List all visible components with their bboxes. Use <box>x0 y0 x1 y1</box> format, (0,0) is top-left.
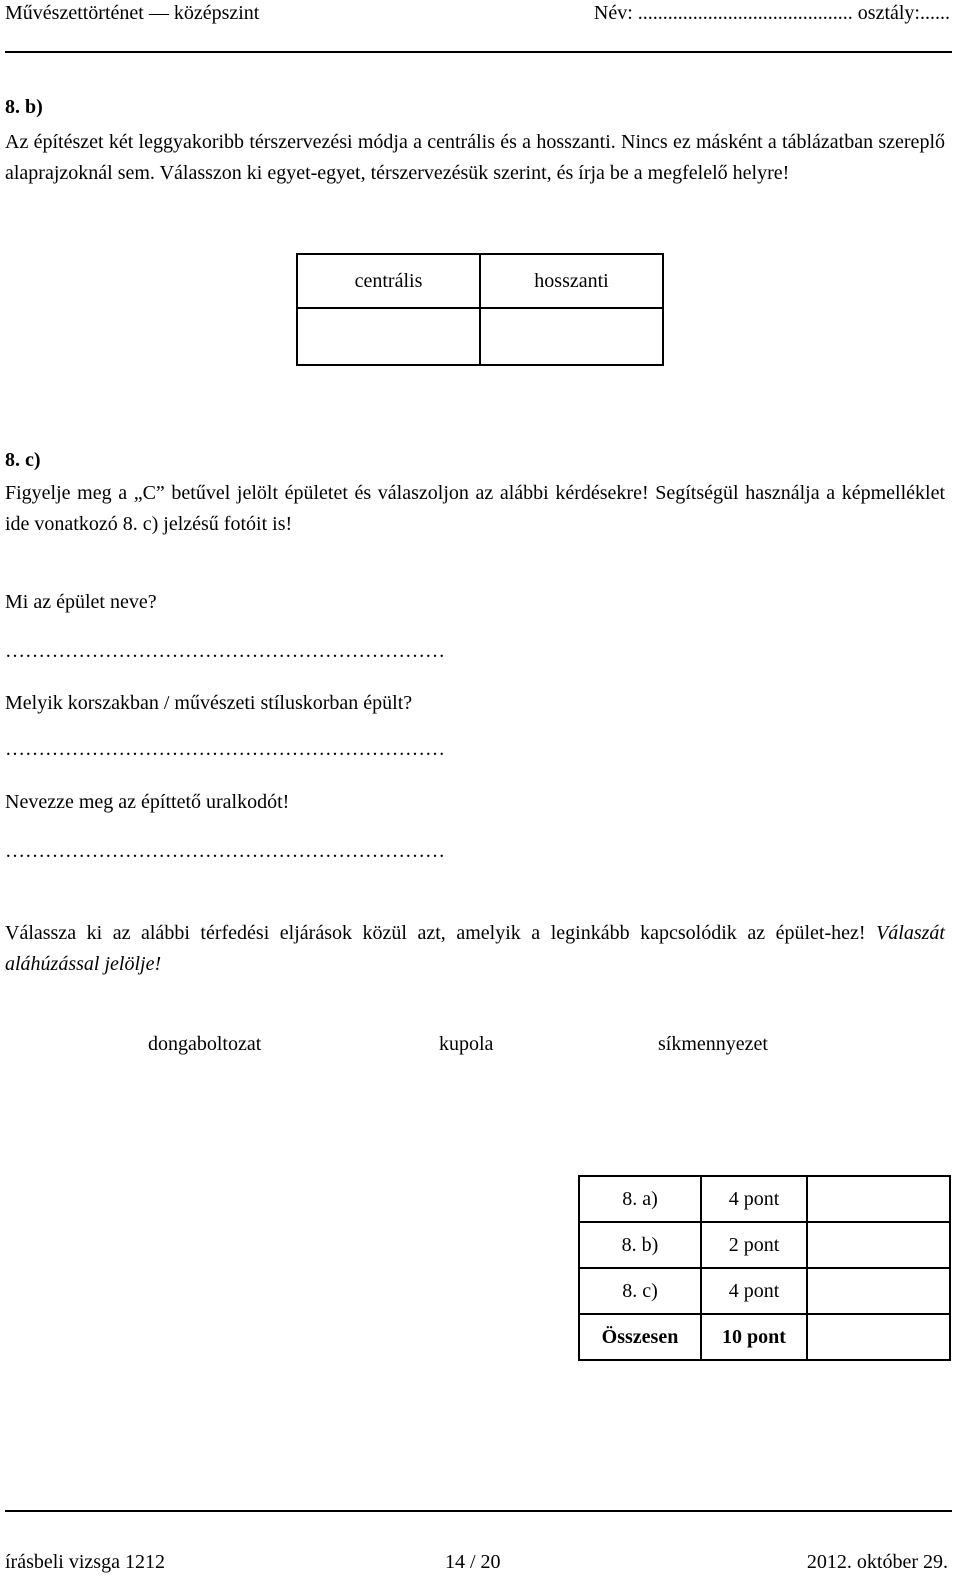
score-row <box>579 1176 950 1222</box>
score-table <box>578 1175 951 1361</box>
footer-date: 2012. október 29. <box>806 1551 948 1573</box>
choice-prompt-text: Válassza ki az alábbi térfedési eljárások közül azt, amelyik a leginkább kapcsolódik az épület-hez! <box>5 922 877 944</box>
answer-table-header-centralis: centrális <box>297 254 480 308</box>
footer-page-number: 14 / 20 <box>445 1551 501 1573</box>
score-row-score[interactable] <box>807 1176 950 1222</box>
score-row-label: 8. c) <box>579 1268 701 1314</box>
score-row-points: 2 pont <box>701 1222 807 1268</box>
answer-cell-centralis[interactable] <box>297 308 480 365</box>
score-row-score[interactable] <box>807 1222 950 1268</box>
score-row-label: 8. b) <box>579 1222 701 1268</box>
section-b-text: Az építészet két leggyakoribb térszervezési módja a centrális és a hosszanti. Nincs ez másként a táblázatban szereplő alaprajzoknál sem. Válasszon ki egyet-egyet, térszervezésük szerint, és írja be a megfelelő helyre! <box>5 131 945 184</box>
header-subject: Művészettörténet — középszint <box>5 2 260 24</box>
score-total-label: Összesen <box>579 1314 701 1360</box>
header-divider <box>5 51 952 53</box>
choice-sikmennyezet[interactable]: síkmennyezet <box>658 1033 768 1055</box>
answer-line-building-name[interactable]: ………………………………………………………… <box>5 640 445 662</box>
header-name-class: Név: ........................................... osztály:...... <box>593 2 950 24</box>
answer-table-header-hosszanti: hosszanti <box>480 254 663 308</box>
score-row <box>579 1222 950 1268</box>
section-c-title: 8. c) <box>5 449 41 471</box>
choice-dongaboltozat[interactable]: dongaboltozat <box>148 1033 262 1055</box>
footer-divider <box>5 1510 952 1512</box>
section-c-text: Figyelje meg a „C” betűvel jelölt épületet és válaszoljon az alábbi kérdésekre! Segítségül használja a képmelléklet ide vonatkozó 8. c) jelzésű fotóit is! <box>5 482 945 535</box>
choice-prompt <box>5 918 945 980</box>
score-row-points: 4 pont <box>701 1176 807 1222</box>
choice-kupola[interactable]: kupola <box>439 1033 494 1055</box>
footer-exam-code: írásbeli vizsga 1212 <box>5 1551 165 1573</box>
score-total-score[interactable] <box>807 1314 950 1360</box>
score-total-points: 10 pont <box>701 1314 807 1360</box>
score-row <box>579 1268 950 1314</box>
answer-line-style-period[interactable]: ………………………………………………………… <box>5 738 445 760</box>
score-row-label: 8. a) <box>579 1176 701 1222</box>
answer-table <box>296 253 664 366</box>
choice-instruction: Válaszát aláhúzással jelölje! <box>5 922 945 975</box>
score-row-points: 4 pont <box>701 1268 807 1314</box>
question-ruler: Nevezze meg az építtető uralkodót! <box>5 791 290 813</box>
answer-cell-hosszanti[interactable] <box>480 308 663 365</box>
score-row-score[interactable] <box>807 1268 950 1314</box>
section-b-title: 8. b) <box>5 96 43 118</box>
question-style-period: Melyik korszakban / művészeti stíluskorban épült? <box>5 692 413 714</box>
answer-line-ruler[interactable]: ………………………………………………………… <box>5 840 445 862</box>
question-building-name: Mi az épület neve? <box>5 591 157 613</box>
score-row-total <box>579 1314 950 1360</box>
